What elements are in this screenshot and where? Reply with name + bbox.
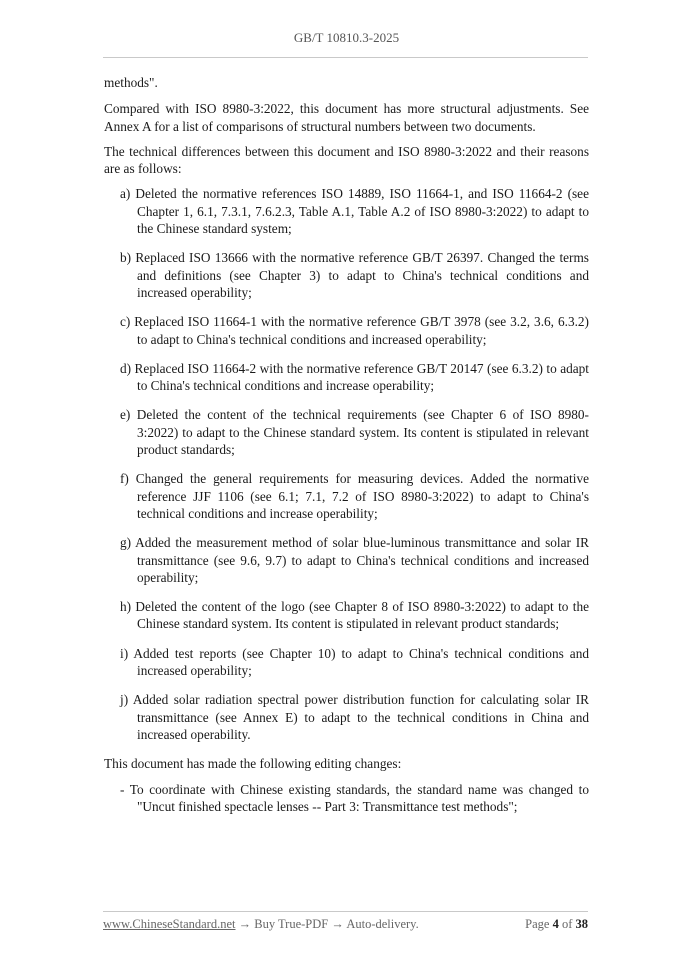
technical-differences-list <box>104 185 589 743</box>
list-item: b) Replaced ISO 13666 with the normative reference GB/T 26397. Changed the terms and definitions (see Chapter 3) to adapt to China's technical conditions and increased operability; <box>120 250 589 300</box>
continuation-text: methods". <box>104 75 158 90</box>
list-item: e) Deleted the content of the technical requirements (see Chapter 6 of ISO 8980-3:2022) to adapt to the Chinese standard system. Its content is stipulated in relevant product standards; <box>120 407 589 458</box>
editing-changes-list <box>104 781 589 816</box>
editing-changes-intro: This document has made the following editing changes: <box>104 756 402 772</box>
page-number: 4 <box>552 917 559 931</box>
list-item: f) Changed the general requirements for measuring devices. Added the normative reference JJF 1106 (see 6.1; 7.1, 7.2 of ISO 8980-3:2022) to adapt to China's technical conditions and increase operability; <box>120 471 589 521</box>
list-item: h) Deleted the content of the logo (see Chapter 8 of ISO 8980-3:2022) to adapt to the Chinese standard system. Its content is stipulated in relevant product standards; <box>120 599 589 632</box>
header-divider <box>103 57 588 58</box>
technical-differences-intro: The technical differences between this document and ISO 8980-3:2022 and their reasons are as follows: <box>104 143 589 177</box>
footer-links <box>103 917 419 932</box>
of-word: of <box>561 917 573 931</box>
list-item: a) Deleted the normative references ISO 14889, ISO 11664-1, and ISO 11664-2 (see Chapter 1, 6.1, 7.3.1, 7.6.2.3, Table A.1, Table A.2 of ISO 8980-3:2022) to adapt to the Chinese standard system; <box>120 186 589 237</box>
auto-delivery-text: Auto-delivery. <box>346 917 419 931</box>
site-link[interactable]: www.ChineseStandard.net <box>103 917 236 931</box>
arrow-icon: → <box>238 917 252 931</box>
list-item: i) Added test reports (see Chapter 10) to adapt to China's technical conditions and increased operability; <box>120 645 589 679</box>
page-header <box>0 30 693 46</box>
list-item: c) Replaced ISO 11664-1 with the normative reference GB/T 3978 (see 3.2, 3.6, 6.3.2) to adapt to China's technical conditions and increased operability; <box>120 314 589 347</box>
page-word: Page <box>525 917 550 931</box>
page-total: 38 <box>575 917 588 931</box>
document-body <box>104 74 589 827</box>
document-code: GB/T 10810.3-2025 <box>293 30 400 45</box>
list-item: d) Replaced ISO 11664-2 with the normative reference GB/T 20147 (see 6.3.2) to adapt to China's technical conditions and increase operability; <box>120 360 589 394</box>
list-item: - To coordinate with Chinese existing standards, the standard name was changed to "Uncut finished spectacle lenses -- Part 3: Transmittance test methods"; <box>120 781 589 814</box>
list-item: j) Added solar radiation spectral power distribution function for calculating solar IR transmittance (see Annex E) to adapt to the technical conditions in China and increased operability. <box>120 692 589 742</box>
arrow-icon: → <box>331 917 344 931</box>
structure-paragraph: Compared with ISO 8980-3:2022, this document has more structural adjustments. See Annex A for a list of comparisons of structural numbers between two documents. <box>104 101 589 134</box>
buy-pdf-link[interactable]: Buy True-PDF <box>254 917 329 931</box>
list-item: g) Added the measurement method of solar blue-luminous transmittance and solar IR transmittance (see 9.6, 9.7) to adapt to China's technical conditions and increased operability; <box>120 535 589 585</box>
footer-divider <box>103 911 588 912</box>
page-indicator <box>525 917 588 932</box>
